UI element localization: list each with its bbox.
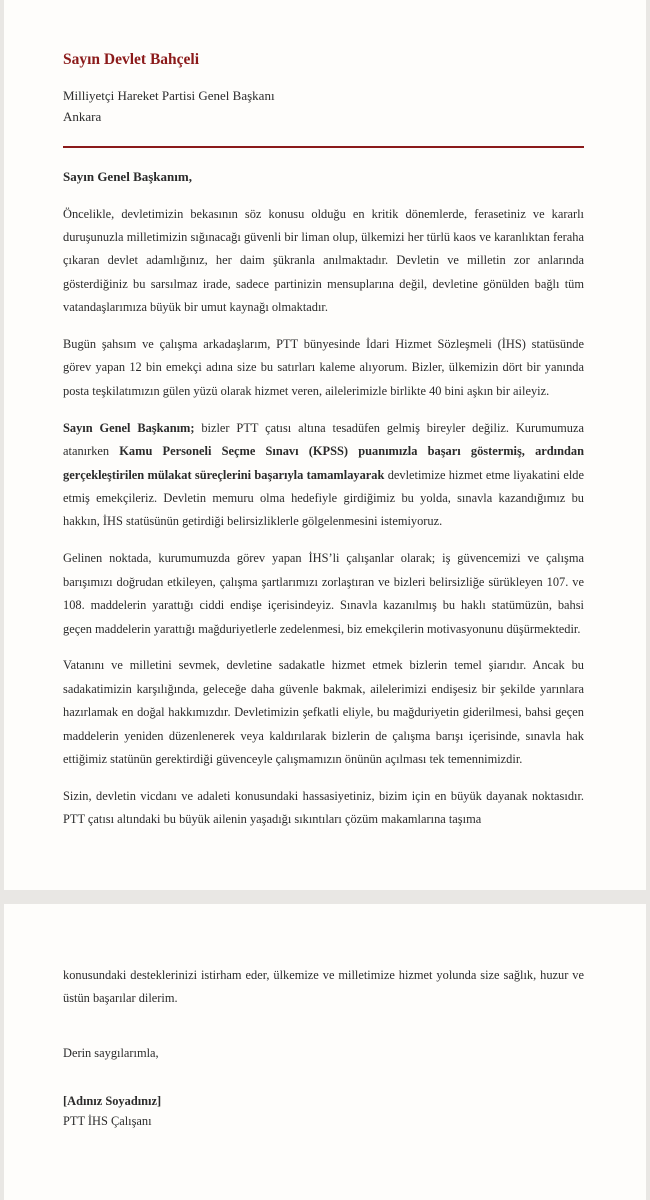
- header-divider: [63, 146, 584, 148]
- paragraph-3: [63, 417, 584, 534]
- paragraph-6: Sizin, devletin vicdanı ve adaleti konusundaki hassasiyetiniz, bizim için en büyük dayanak noktasıdır. PTT çatısı altındaki bu büyük ailenin yaşadığı sıkıntıları çözüm makamlarına taşıma: [63, 788, 584, 827]
- paragraph-1: Öncelikle, devletimizin bekasının söz konusu olduğu en kritik dönemlerde, ferasetiniz ve kararlı duruşunuzla milletimizin sığınacağı güvenli bir liman olup, ülkemizi her türlü kaos ve karanlıktan feraha çıkaran devlet adamlığınız, her daim şükranla anılmaktadır. Devletin ve milletin zor anlarında gösterdiğiniz bu sarsılmaz irade, sadece partinizin mensuplarına değil, devletine gönülden bağlı tüm vatandaşlarımıza büyük bir umut kaynağı olmaktadır.: [63, 206, 584, 315]
- closing-line: Derin saygılarımla,: [63, 1045, 159, 1060]
- signature-title: PTT İHS Çalışanı: [63, 1113, 152, 1128]
- recipient-title: Milliyetçi Hareket Partisi Genel Başkanı: [63, 88, 275, 103]
- letter-page-1: [4, 0, 646, 890]
- paragraph-3-bold-lead: Sayın Genel Başkanım;: [63, 420, 195, 435]
- paragraph-4: Gelinen noktada, kurumumuzda görev yapan İHS’li çalışanlar olarak; iş güvencemizi ve çalışma barışımızı doğrudan etkileyen, çalışma şartlarımızı zorlaştıran ve bizleri belirsizliğe sürükleyen 107. ve 108. maddelerin yarattığı ciddi endişe içerisindeyiz. Sınavla kazanılmış bu haklı statümüzün, bahsi geçen maddelerin yarattığı mağduriyetlerle zedelenmesi, biz emekçilerin motivasyonunu düşürmektedir.: [63, 551, 584, 636]
- letter-page-2: [4, 904, 646, 1200]
- recipient-city: Ankara: [63, 109, 102, 124]
- paragraph-3-text-2: devletimize hizmet etme liyakatini elde etmiş emekçileriz. Devletin memuru olma hedefiyle girdiğimiz bu yolda, sınavla kazandığımız bu hakkın, İHS statüsünün getirdiği belirsizliklerle gölgelenmesini istemiyoruz.: [63, 467, 584, 529]
- signature-name: [Adınız Soyadınız]: [63, 1093, 162, 1108]
- salutation: Sayın Genel Başkanım,: [63, 168, 192, 184]
- paragraph-3-text-1: bizler PTT çatısı altına tesadüfen gelmiş bireyler değiliz. Kurumumuza atanırken: [63, 420, 584, 459]
- paragraph-2: Bugün şahsım ve çalışma arkadaşlarım, PTT bünyesinde İdari Hizmet Sözleşmeli (İHS) statüsünde görev yapan 12 bin emekçi adına size bu satırları kaleme alıyorum. Bizler, ülkemizin dört bir yanında posta teşkilatımızın gülen yüzü olarak hizmet veren, ailelerimizle birlikte 40 bini aşkın bir aileyiz.: [63, 337, 584, 398]
- recipient-name: Sayın Devlet Bahçeli: [63, 51, 200, 68]
- paragraph-7: konusundaki desteklerinizi istirham eder, ülkemize ve milletimize hizmet yolunda size sağlık, huzur ve üstün başarılar dilerim.: [63, 968, 584, 1006]
- paragraph-3-bold-emphasis: Kamu Personeli Seçme Sınavı (KPSS) puanımızla başarı göstermiş, ardından gerçekleştirilen mülakat süreçlerini başarıyla tamamlayarak: [63, 444, 584, 482]
- paragraph-5: Vatanını ve milletini sevmek, devletine sadakatle hizmet etmek bizlerin temel şiarıdır. Ancak bu sadakatimizin karşılığında, geleceğe daha güvenle bakmak, ailelerimizi endişesiz bir şekilde yarınlara hazırlamak en doğal hakkımızdır. Devletimizin şefkatli eliyle, bu mağduriyetin giderilmesi, bahsi geçen maddelerin yeniden düzenlenerek veya kaldırılarak bizlerin de çalışma barışı içerisinde, sınavla hak ettiğimiz statünün gerektirdiği güvenceyle çalışmamızın önünün açılması tek temennimizdir.: [63, 658, 584, 767]
